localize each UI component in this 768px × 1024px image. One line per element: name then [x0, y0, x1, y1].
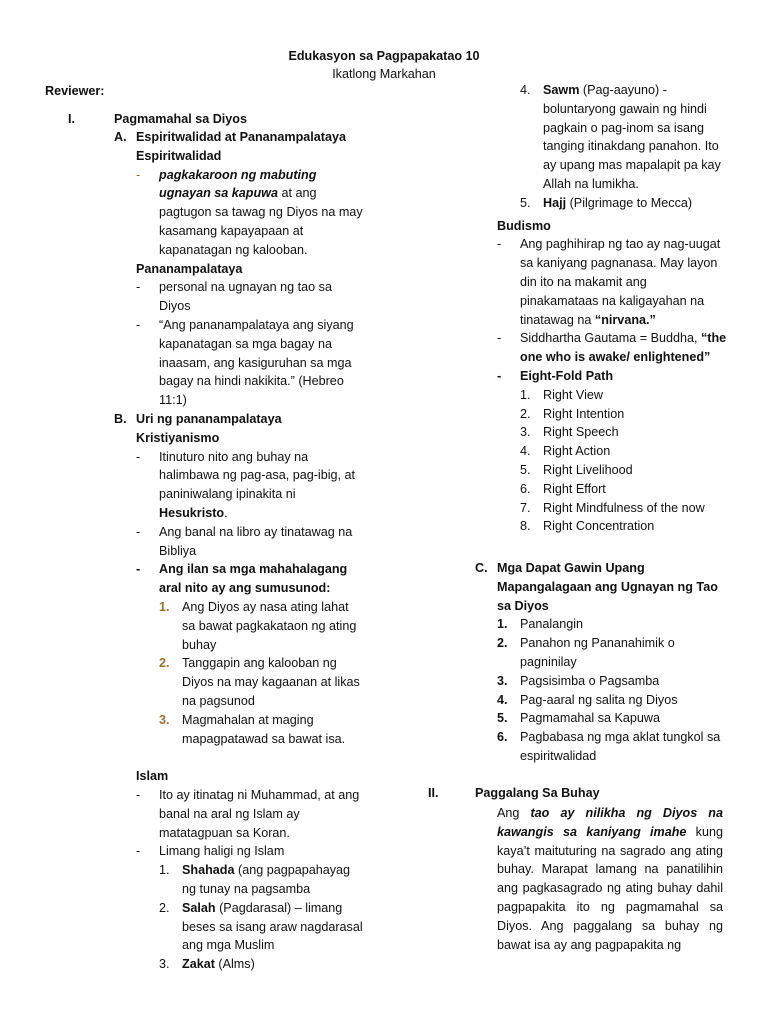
path-number: 2.: [520, 406, 531, 421]
path-item: [520, 405, 727, 424]
path-number: 4.: [520, 444, 531, 459]
subsection-c-title: Mga Dapat Gawin Upang Mapangalagaan ang Ugnayan ng Tao sa Diyos: [497, 561, 718, 613]
aral-number: 2.: [159, 656, 170, 671]
path-item: [520, 423, 727, 442]
list-item: [497, 329, 727, 367]
pillar-desc: (ang pagpapahayag ng tunay na pagsamba: [182, 863, 351, 897]
period: .: [224, 505, 228, 520]
c-number: 4.: [497, 692, 508, 707]
c-text: Panahon ng Pananahimik o pagninilay: [520, 636, 675, 669]
pillar-item: [159, 955, 364, 974]
c-number: 3.: [497, 673, 508, 688]
paragraph-bold: tao ay nilikha ng Diyos na kawangis sa kaniyang imahe: [497, 806, 723, 839]
list-item: [136, 278, 364, 316]
subsection-a: [114, 128, 364, 147]
pillar-number: 5.: [520, 195, 531, 210]
c-text: Pagbabasa ng mga aklat tungkol sa espiritwalidad: [520, 730, 721, 763]
right-column: [497, 81, 727, 536]
dash-bullet: -: [497, 237, 502, 252]
subsection-b-letter: B.: [114, 411, 127, 426]
c-number: 6.: [497, 730, 508, 745]
pillar-item: [520, 194, 727, 213]
c-item: [497, 634, 725, 672]
path-item: [520, 442, 727, 461]
path-number: 6.: [520, 481, 531, 496]
list-item-text: Ang banal na libro ay tinatawag na Bibliya: [159, 524, 353, 558]
pillar-number: 2.: [159, 900, 170, 915]
pillar-number: 3.: [159, 957, 170, 972]
list-item: [497, 367, 727, 386]
pillar-item: [159, 861, 364, 899]
path-number: 8.: [520, 519, 531, 534]
subsection-c-heading: [475, 559, 725, 615]
c-item: [497, 728, 725, 766]
section-2-title: Paggalang Sa Buhay: [475, 786, 600, 800]
dash-bullet: -: [136, 449, 141, 464]
path-text: Right View: [543, 387, 603, 402]
path-text: Right Concentration: [543, 519, 655, 534]
pillar-name: Sawm: [543, 83, 580, 97]
path-text: Right Effort: [543, 481, 606, 496]
document-subtitle: Ikatlong Markahan: [332, 67, 436, 81]
pillar-name: Salah: [182, 900, 216, 915]
c-item: [497, 709, 725, 728]
kristiyanismo-heading: Kristiyanismo: [136, 430, 220, 445]
reviewer-label: Reviewer:: [45, 84, 105, 98]
c-text: Pagmamahal sa Kapuwa: [520, 711, 661, 726]
list-item: [136, 842, 364, 861]
path-item: [520, 480, 727, 499]
subsection-c: [475, 559, 725, 766]
subsection-b: [114, 410, 364, 429]
aral-text: Tanggapin ang kalooban ng Diyos na may kagaanan at likas na pagsunod: [182, 656, 360, 708]
path-number: 7.: [520, 500, 531, 515]
list-item: [136, 166, 364, 260]
c-text: Panalangin: [520, 617, 584, 632]
list-item: [136, 560, 364, 598]
aral-number: 1.: [159, 599, 170, 614]
section-1-title: Pagmamahal sa Diyos: [114, 112, 247, 126]
pillar-desc: (Pagdarasal) – limang beses sa isang araw nagdarasal ang mga Muslim: [182, 900, 363, 953]
dash-bullet: -: [136, 167, 141, 182]
aral-number: 3.: [159, 712, 170, 727]
pillar-desc: (Alms): [214, 957, 255, 972]
list-item: [136, 523, 364, 561]
islam-heading: Islam: [136, 769, 169, 784]
path-item: [520, 517, 727, 536]
path-item: [520, 499, 727, 518]
path-text: Right Intention: [543, 406, 625, 421]
pillar-name: Zakat: [182, 957, 215, 972]
pillar-desc: (Pilgrimage to Mecca): [566, 195, 693, 210]
aral-text: Magmahalan at maging mapagpatawad sa bawat isa.: [182, 712, 346, 746]
subsection-a-letter: A.: [114, 130, 127, 144]
path-number: 5.: [520, 462, 531, 477]
list-item-text: Ang ilan sa mga mahahalagang aral nito ay ang sumusunod:: [159, 562, 348, 596]
pillar-desc: (Pag-aayuno) - boluntaryong gawain ng hindi pagkain o pag-inom sa isang tanging itinakdang panahon. Ito ay upang mas mapalapit pa kay Allah na lumikha.: [543, 83, 721, 191]
espiritwalidad-definition-bold: pagkakaroon ng mabuting ugnayan sa kapuwa: [159, 167, 317, 201]
espiritwalidad-definition-rest: at ang pagtugon sa tawag ng Diyos na may kasamang kapayapaan at kapanatagan ng kalooban.: [159, 186, 363, 257]
list-item-text: Eight-Fold Path: [520, 368, 614, 383]
subsection-c-letter: C.: [475, 561, 488, 575]
section-2-numeral: II.: [428, 786, 439, 800]
c-item: [497, 615, 725, 634]
list-item-text: Ang paghihirap ng tao ay nag-uugat sa kaniyang pagnanasa. May layon din ito na makamit ang pinakamataas na kaligayahan na tinatawag na: [520, 237, 721, 327]
path-text: Right Speech: [543, 425, 619, 440]
buddha-meaning-bold: “the one who is awake/ enlightened”: [520, 331, 727, 365]
pillar-name: Hajj: [543, 195, 567, 210]
c-number: 1.: [497, 617, 508, 632]
aral-text: Ang Diyos ay nasa ating lahat sa bawat pagkakataon ng ating buhay: [182, 599, 357, 652]
path-number: 3.: [520, 425, 531, 440]
path-text: Right Mindfulness of the now: [543, 500, 705, 515]
list-item: [136, 786, 364, 842]
pananampalataya-heading: Pananampalataya: [136, 261, 243, 276]
path-number: 1.: [520, 387, 531, 402]
paragraph-rest: kung kaya’t maituturing na sagrado ang ating buhay. Marapat lamang na panatilihin ang pagkasagrado ng ating buhay dahil pagpapakita ito ng pagmamahal sa Diyos. Ang paggalang sa buhay ng bawat isa ay ang pagpapakita ng: [497, 824, 723, 952]
paragraph-start: Ang: [497, 806, 531, 820]
dash-bullet: -: [497, 368, 502, 383]
list-item-text: Siddhartha Gautama = Buddha,: [520, 331, 701, 346]
list-item-text: Itinuturo nito ang buhay na halimbawa ng pag-asa, pag-ibig, at paniniwalang ipinakita ni: [159, 449, 356, 502]
nirvana-bold: “nirvana.”: [594, 312, 656, 327]
c-text: Pag-aaral ng salita ng Diyos: [520, 692, 678, 707]
list-item-text: personal na ugnayan ng tao sa Diyos: [159, 280, 332, 314]
list-item: [136, 316, 364, 410]
dash-bullet: -: [136, 317, 141, 332]
path-item: [520, 461, 727, 480]
aral-item: [159, 711, 364, 749]
subsection-b-title: Uri ng pananampalataya: [136, 411, 282, 426]
list-item-text: Ito ay itinatag ni Muhammad, at ang banal na aral ng Islam ay matatagpuan sa Koran.: [159, 788, 360, 840]
aral-item: [159, 598, 364, 654]
path-text: Right Action: [543, 444, 611, 459]
dash-bullet: -: [136, 280, 141, 295]
dash-bullet: -: [136, 524, 141, 539]
path-item: [520, 386, 727, 405]
aral-item: [159, 654, 364, 710]
section-2-paragraph: [497, 804, 723, 954]
pillar-item: [159, 899, 364, 955]
list-item: [136, 448, 364, 523]
list-item-text: “Ang pananampalataya ang siyang kapanatagan sa mga bagay na inaasam, ang kasiguruhan sa mga bagay na hindi nakikita.” (Hebreo 11:1): [159, 317, 354, 408]
c-item: [497, 691, 725, 710]
dash-bullet: -: [497, 331, 502, 346]
pillar-name: Shahada: [182, 863, 235, 878]
path-text: Right Livelihood: [543, 462, 633, 477]
subsection-a-title: Espiritwalidad at Pananampalataya: [136, 130, 346, 144]
document-title: Edukasyon sa Pagpapakatao 10: [288, 49, 480, 63]
left-column: [114, 128, 364, 974]
pillar-number: 1.: [159, 863, 170, 878]
section-1-numeral: I.: [68, 112, 75, 126]
pillar-number: 4.: [520, 83, 531, 97]
pillar-item: [520, 81, 727, 194]
hesukristo-bold: Hesukristo: [159, 505, 225, 520]
list-item-text: Limang haligi ng Islam: [159, 844, 285, 859]
c-number: 2.: [497, 636, 508, 651]
espiritwalidad-heading: Espiritwalidad: [136, 148, 222, 163]
c-number: 5.: [497, 711, 508, 726]
dash-bullet: -: [136, 844, 141, 859]
budismo-heading: Budismo: [497, 218, 551, 233]
c-text: Pagsisimba o Pagsamba: [520, 673, 660, 688]
list-item: [497, 235, 727, 329]
dash-bullet: -: [136, 562, 141, 577]
c-item: [497, 672, 725, 691]
dash-bullet: -: [136, 788, 141, 803]
